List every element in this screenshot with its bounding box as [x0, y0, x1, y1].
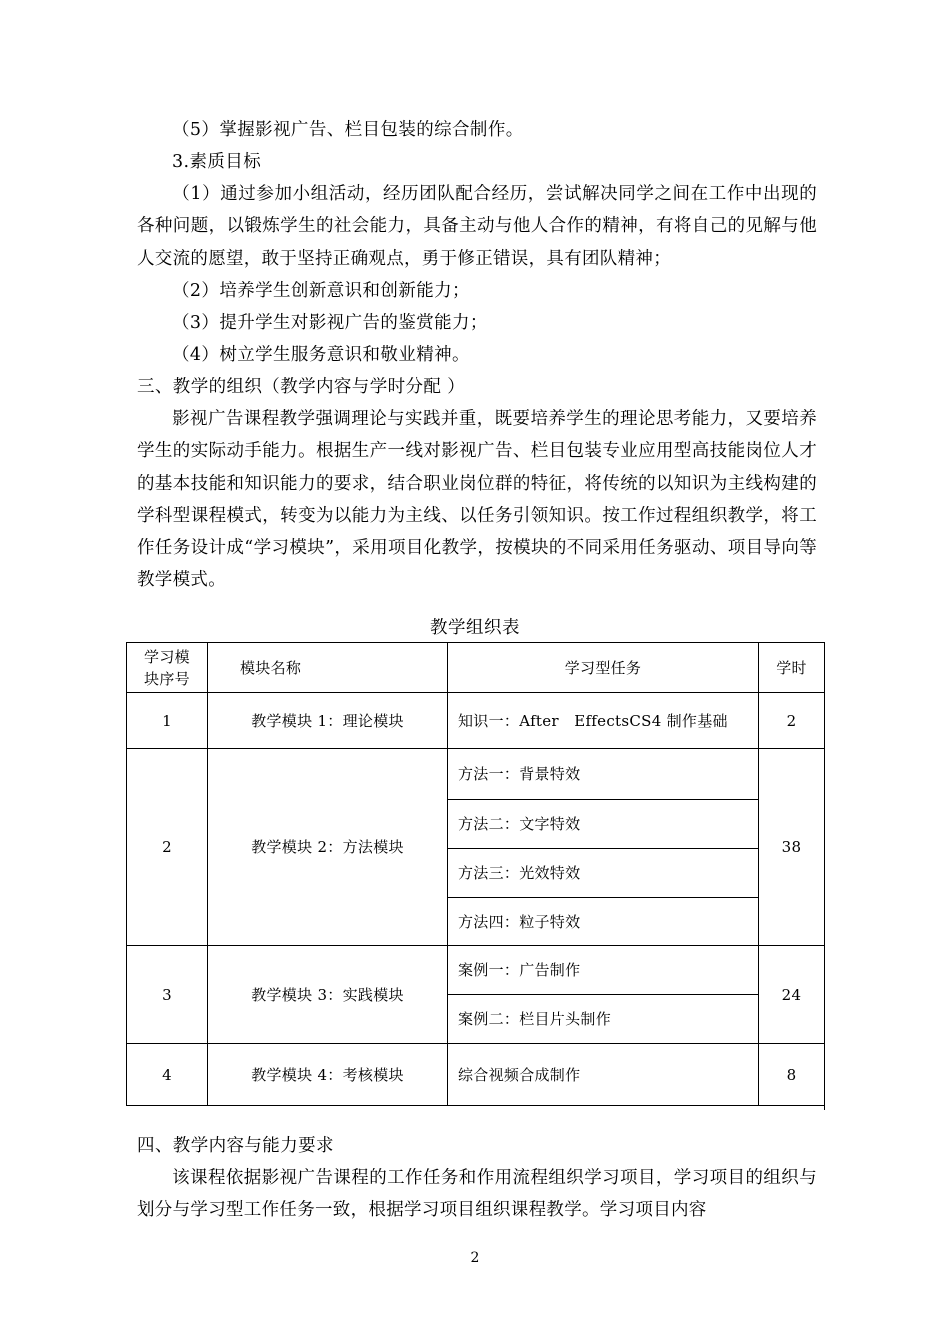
- header-module-number: 学习模块序号: [144, 647, 190, 688]
- section-4-text: 该课程依据影视广告课程的工作任务和作用流程组织学习项目，学习项目的组织与划分与学习型工作任务一致，根据学习项目组织课程教学。学习项目内容: [137, 1168, 817, 1221]
- row4-hours: 8: [786, 1065, 797, 1084]
- row2-hours: 38: [781, 838, 802, 856]
- row1-task-1: 知识一：After EffectsCS4 制作基础: [458, 711, 728, 730]
- section-3-text: 影视广告课程教学强调理论与实践并重，既要培养学生的理论思考能力，又要培养学生的实际动手能力。根据生产一线对影视广告、栏目包装专业应用型高技能岗位人才的基本技能和知识能力的要求，结合职业岗位群的特征，将传统的以知识为主线构建的学科型课程模式，转变为以能力为主线、以任务引领知识。按工作过程组织教学，将工作任务设计成“学习模块”，采用项目化教学，按模块的不同采用任务驱动、项目导向等教学模式。: [137, 409, 817, 591]
- row2-task-4: 方法四：粒子特效: [458, 912, 581, 931]
- objective-item-5: （5）掌握影视广告、栏目包装的综合制作。: [172, 120, 524, 140]
- quality-item-2: （2）培养学生创新意识和创新能力；: [172, 281, 470, 301]
- row2-task-2: 方法二：文字特效: [458, 815, 581, 833]
- header-learning-task: 学习型任务: [564, 658, 642, 677]
- row3-module-name: 教学模块 3：实践模块: [251, 985, 404, 1004]
- row1-module-name: 教学模块 1：理论模块: [251, 711, 404, 730]
- header-hours: 学时: [776, 658, 807, 677]
- page-number: 2: [470, 1250, 480, 1266]
- table-caption: 教学组织表: [430, 618, 520, 638]
- header-module-name: 模块名称: [240, 658, 302, 677]
- row2-task-3: 方法三：光效特效: [458, 864, 581, 882]
- quality-item-1-paragraph: [137, 178, 817, 275]
- row3-task-2: 案例二：栏目片头制作: [458, 1010, 612, 1028]
- row4-module-name: 教学模块 4：考核模块: [251, 1065, 404, 1084]
- row2-number: 2: [162, 838, 172, 856]
- row3-task-1: 案例一：广告制作: [458, 961, 581, 979]
- row1-number: 1: [162, 711, 172, 730]
- quality-item-3: （3）提升学生对影视广告的鉴赏能力；: [172, 313, 488, 333]
- section-3-paragraph: [137, 403, 817, 597]
- section-4-paragraph: [137, 1162, 817, 1227]
- section-4-heading: 四、教学内容与能力要求: [137, 1136, 334, 1156]
- quality-item-4: （4）树立学生服务意识和敬业精神。: [172, 345, 470, 365]
- row1-hours: 2: [786, 711, 797, 730]
- row3-hours: 24: [781, 985, 802, 1004]
- row4-task-1: 综合视频合成制作: [458, 1065, 581, 1084]
- row4-number: 4: [162, 1065, 172, 1084]
- section-3-heading: 三、教学的组织（教学内容与学时分配 ）: [137, 377, 466, 397]
- row2-module-name: 教学模块 2：方法模块: [251, 838, 404, 856]
- row3-number: 3: [162, 985, 172, 1004]
- quality-item-1-text: （1）通过参加小组活动，经历团队配合经历，尝试解决同学之间在工作中出现的各种问题，以锻炼学生的社会能力，具备主动与他人合作的精神，有将自己的见解与他人交流的愿望，敢于坚持正确观点，勇于修正错误，具有团队精神；: [137, 184, 817, 269]
- quality-goals-heading: 3.素质目标: [172, 152, 262, 172]
- row2-task-1: 方法一：背景特效: [458, 765, 581, 783]
